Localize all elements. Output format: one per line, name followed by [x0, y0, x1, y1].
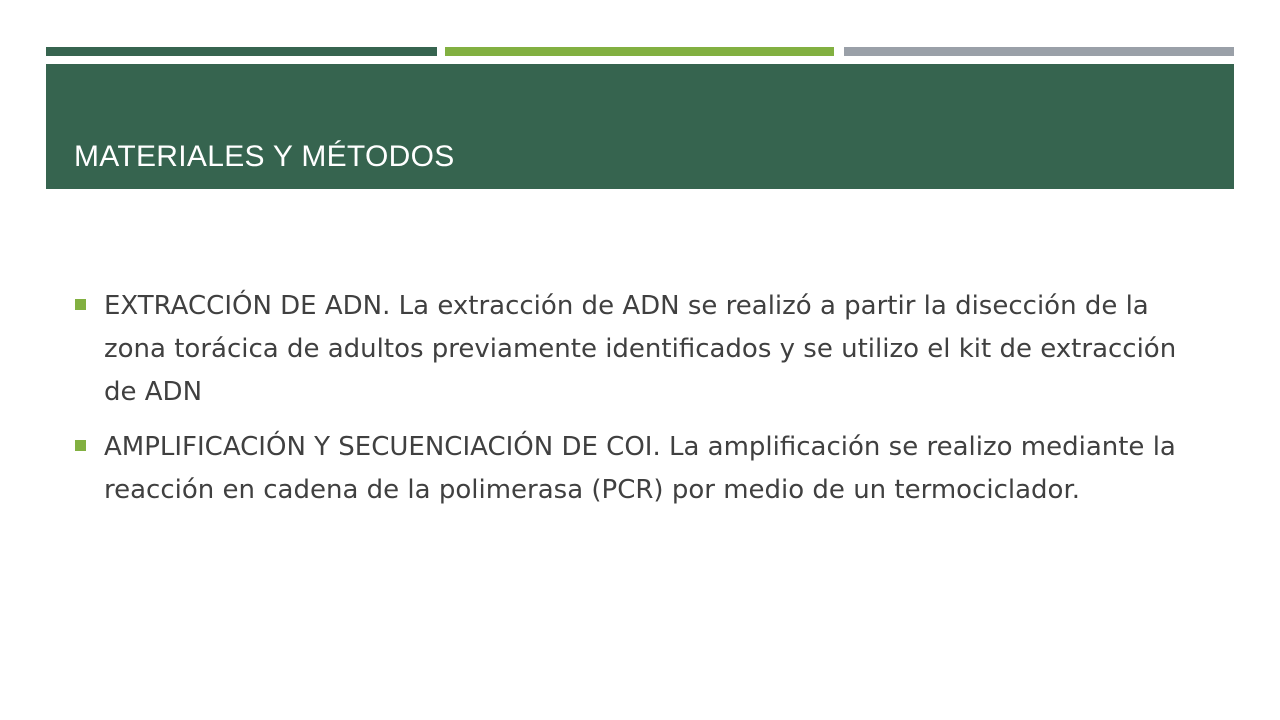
bullet-heading: EXTRACCIÓN DE ADN. — [104, 291, 399, 321]
square-bullet-icon — [75, 440, 86, 451]
slide-title: MATERIALES Y MÉTODOS — [74, 140, 455, 173]
bullet-item-extraction — [74, 285, 1204, 414]
accent-bar-dark-green — [46, 47, 437, 56]
bullet-text: La amplificación se realizo mediante la reacción en cadena de la polimerasa (PCR) por medio de un termociclador. — [104, 432, 1176, 505]
bullet-list — [74, 285, 1204, 524]
accent-bar-light-green — [445, 47, 834, 56]
bullet-text: La extracción de ADN se realizó a partir la disección de la zona torácica de adultos previamente identificados y se utilizo el kit de extracción de ADN — [104, 291, 1177, 407]
square-bullet-icon — [75, 299, 86, 310]
bullet-heading: AMPLIFICACIÓN Y SECUENCIACIÓN DE COI. — [104, 432, 669, 462]
title-band — [46, 64, 1234, 189]
accent-bar-gray — [844, 47, 1234, 56]
bullet-item-amplification — [74, 426, 1204, 512]
